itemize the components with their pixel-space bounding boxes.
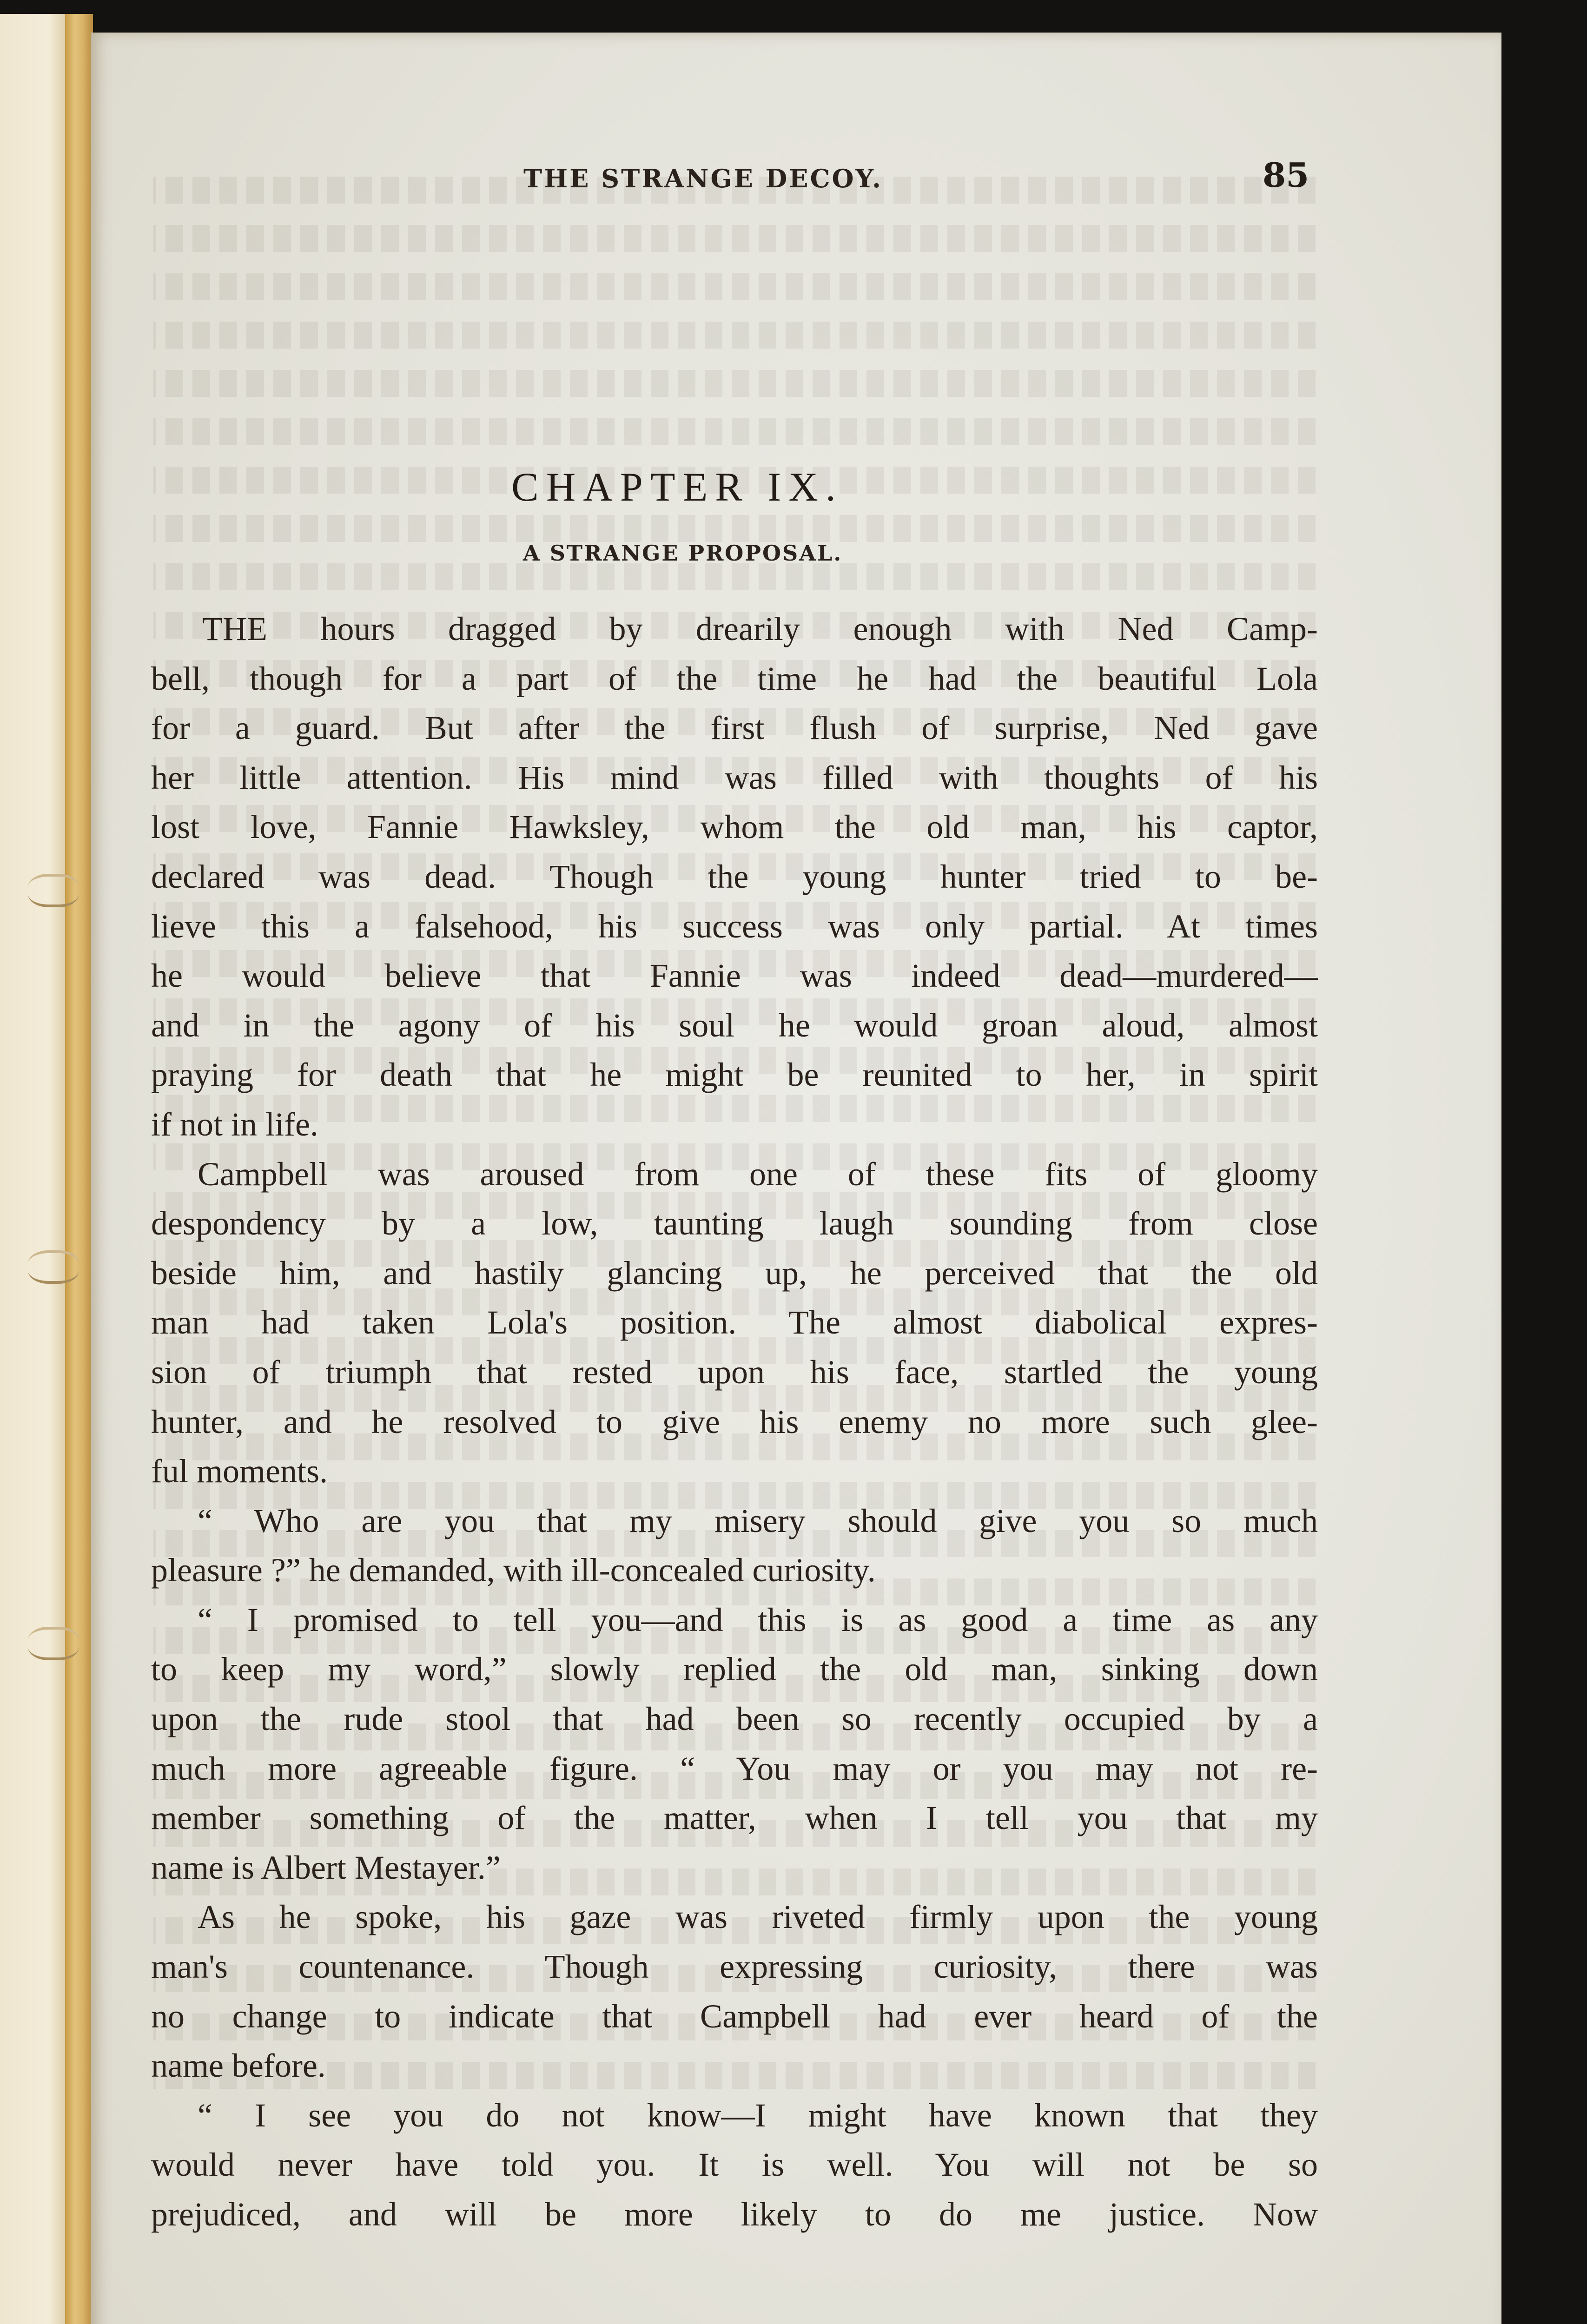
chapter-heading: CHAPTER IX. [511, 465, 843, 510]
body-text [151, 604, 1318, 2239]
text-line: if not in life. [151, 1105, 318, 1143]
text-line: upon the rude stool that had been so recently occupied by a [151, 1700, 1318, 1738]
binding-stitch [28, 1250, 79, 1284]
text-line: name is Albert Mestayer.” [151, 1849, 501, 1886]
binding-stitch [28, 1627, 79, 1660]
text-line: he would believe that Fannie was indeed dead—murdered— [151, 957, 1318, 995]
text-line: Campbell was aroused from one of these fits of gloomy [198, 1155, 1318, 1193]
spine-gutter [65, 14, 93, 2324]
text-line: lieve this a falsehood, his success was only partial. At times [151, 907, 1318, 945]
text-line: prejudiced, and will be more likely to do me justice. Now [151, 2196, 1318, 2233]
chapter-title: A STRANGE PROPOSAL. [523, 541, 843, 566]
text-line: man had taken Lola's position. The almost diabolical expres- [151, 1304, 1318, 1341]
text-line: name before. [151, 2047, 326, 2085]
text-line: declared was dead. Though the young hunter tried to be- [151, 858, 1318, 895]
page-number: 85 [1263, 155, 1309, 195]
text-line: to keep my word,” slowly replied the old man, sinking down [151, 1651, 1318, 1688]
text-line: bell, though for a part of the time he had the beautiful Lola [151, 660, 1318, 697]
text-line: lost love, Fannie Hawksley, whom the old man, his captor, [151, 808, 1318, 846]
running-head: THE STRANGE DECOY. [523, 164, 883, 193]
text-line: “ Who are you that my misery should give you so much [198, 1502, 1318, 1539]
text-line: despondency by a low, taunting laugh sounding from close [151, 1205, 1318, 1242]
text-line: man's countenance. Though expressing curiosity, there was [151, 1948, 1318, 1986]
text-line: sion of triumph that rested upon his face, startled the young [151, 1353, 1318, 1391]
text-line: THE hours dragged by drearily enough with Ned Camp- [202, 610, 1318, 647]
text-line: hunter, and he resolved to give his enemy no more such glee- [151, 1403, 1318, 1440]
text-line: beside him, and hastily glancing up, he perceived that the old [151, 1254, 1318, 1292]
text-line: her little attention. His mind was filled with thoughts of his [151, 759, 1318, 796]
text-line: “ I see you do not know—I might have known that they [198, 2096, 1318, 2134]
text-line: for a guard. But after the first flush of surprise, Ned gave [151, 709, 1318, 747]
text-line: and in the agony of his soul he would groan aloud, almost [151, 1006, 1318, 1044]
text-line: would never have told you. It is well. You will not be so [151, 2146, 1318, 2184]
text-line: pleasure ?” he demanded, with ill-concealed curiosity. [151, 1552, 876, 1589]
binding-stitch [28, 874, 79, 907]
text-line: praying for death that he might be reunited to her, in spirit [151, 1056, 1318, 1094]
text-line: As he spoke, his gaze was riveted firmly upon the young [198, 1898, 1318, 1936]
text-line: “ I promised to tell you—and this is as good a time as any [198, 1601, 1318, 1638]
text-line: much more agreeable figure. “ You may or you may not re- [151, 1750, 1318, 1787]
text-line: member something of the matter, when I tell you that my [151, 1799, 1318, 1837]
text-line: ful moments. [151, 1452, 328, 1490]
text-line: no change to indicate that Campbell had ever heard of the [151, 1997, 1318, 2035]
